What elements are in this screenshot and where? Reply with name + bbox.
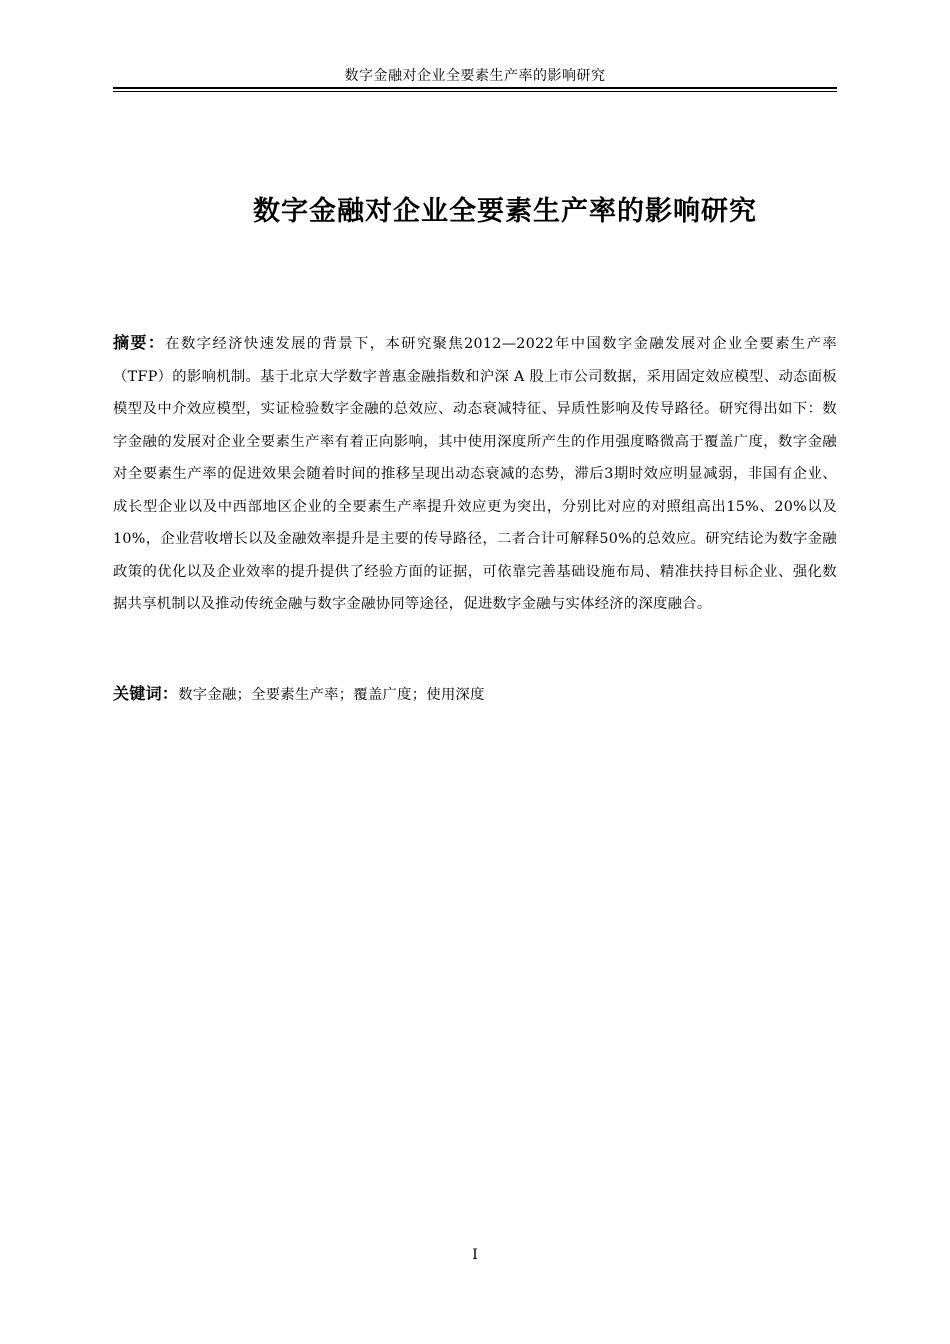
header-rule (113, 87, 837, 89)
keywords-label: 关键词： (113, 684, 179, 703)
keywords-paragraph (113, 678, 837, 711)
abstract-text: 在数字经济快速发展的背景下，本研究聚焦2012—2022年中国数字金融发展对企业全要素生产率（TFP）的影响机制。基于北京大学数字普惠金融指数和沪深 A 股上市公司数据，采用固定效应模型、动态面板模型及中介效应模型，实证检验数字金融的总效应、动态衰减特征、异质性影响及传导路径。研究得出如下：数字金融的发展对企业全要素生产率有着正向影响，其中使用深度所产生的作用强度略微高于覆盖广度，数字金融对全要素生产率的促进效果会随着时间的推移呈现出动态衰减的态势，滞后3期时效应明显减弱，非国有企业、成长型企业以及中西部地区企业的全要素生产率提升效应更为突出，分别比对应的对照组高出15%、20%以及10%，企业营收增长以及金融效率提升是主要的传导路径，二者合计可解释50%的总效应。研究结论为数字金融政策的优化以及企业效率的提升提供了经验方面的证据，可依靠完善基础设施布局、精准扶持目标企业、强化数据共享机制以及推动传统金融与数字金融协同等途径，促进数字金融与实体经济的深度融合。 (113, 336, 837, 612)
header-rule-thin (113, 91, 837, 92)
page-title: 数字金融对企业全要素生产率的影响研究 (253, 196, 757, 227)
running-header: 数字金融对企业全要素生产率的影响研究 (344, 68, 606, 84)
abstract-label: 摘要： (113, 333, 166, 352)
keywords-text: 数字金融；全要素生产率；覆盖广度；使用深度 (178, 687, 485, 703)
page-number: I (472, 1247, 478, 1263)
abstract-paragraph (113, 327, 837, 621)
